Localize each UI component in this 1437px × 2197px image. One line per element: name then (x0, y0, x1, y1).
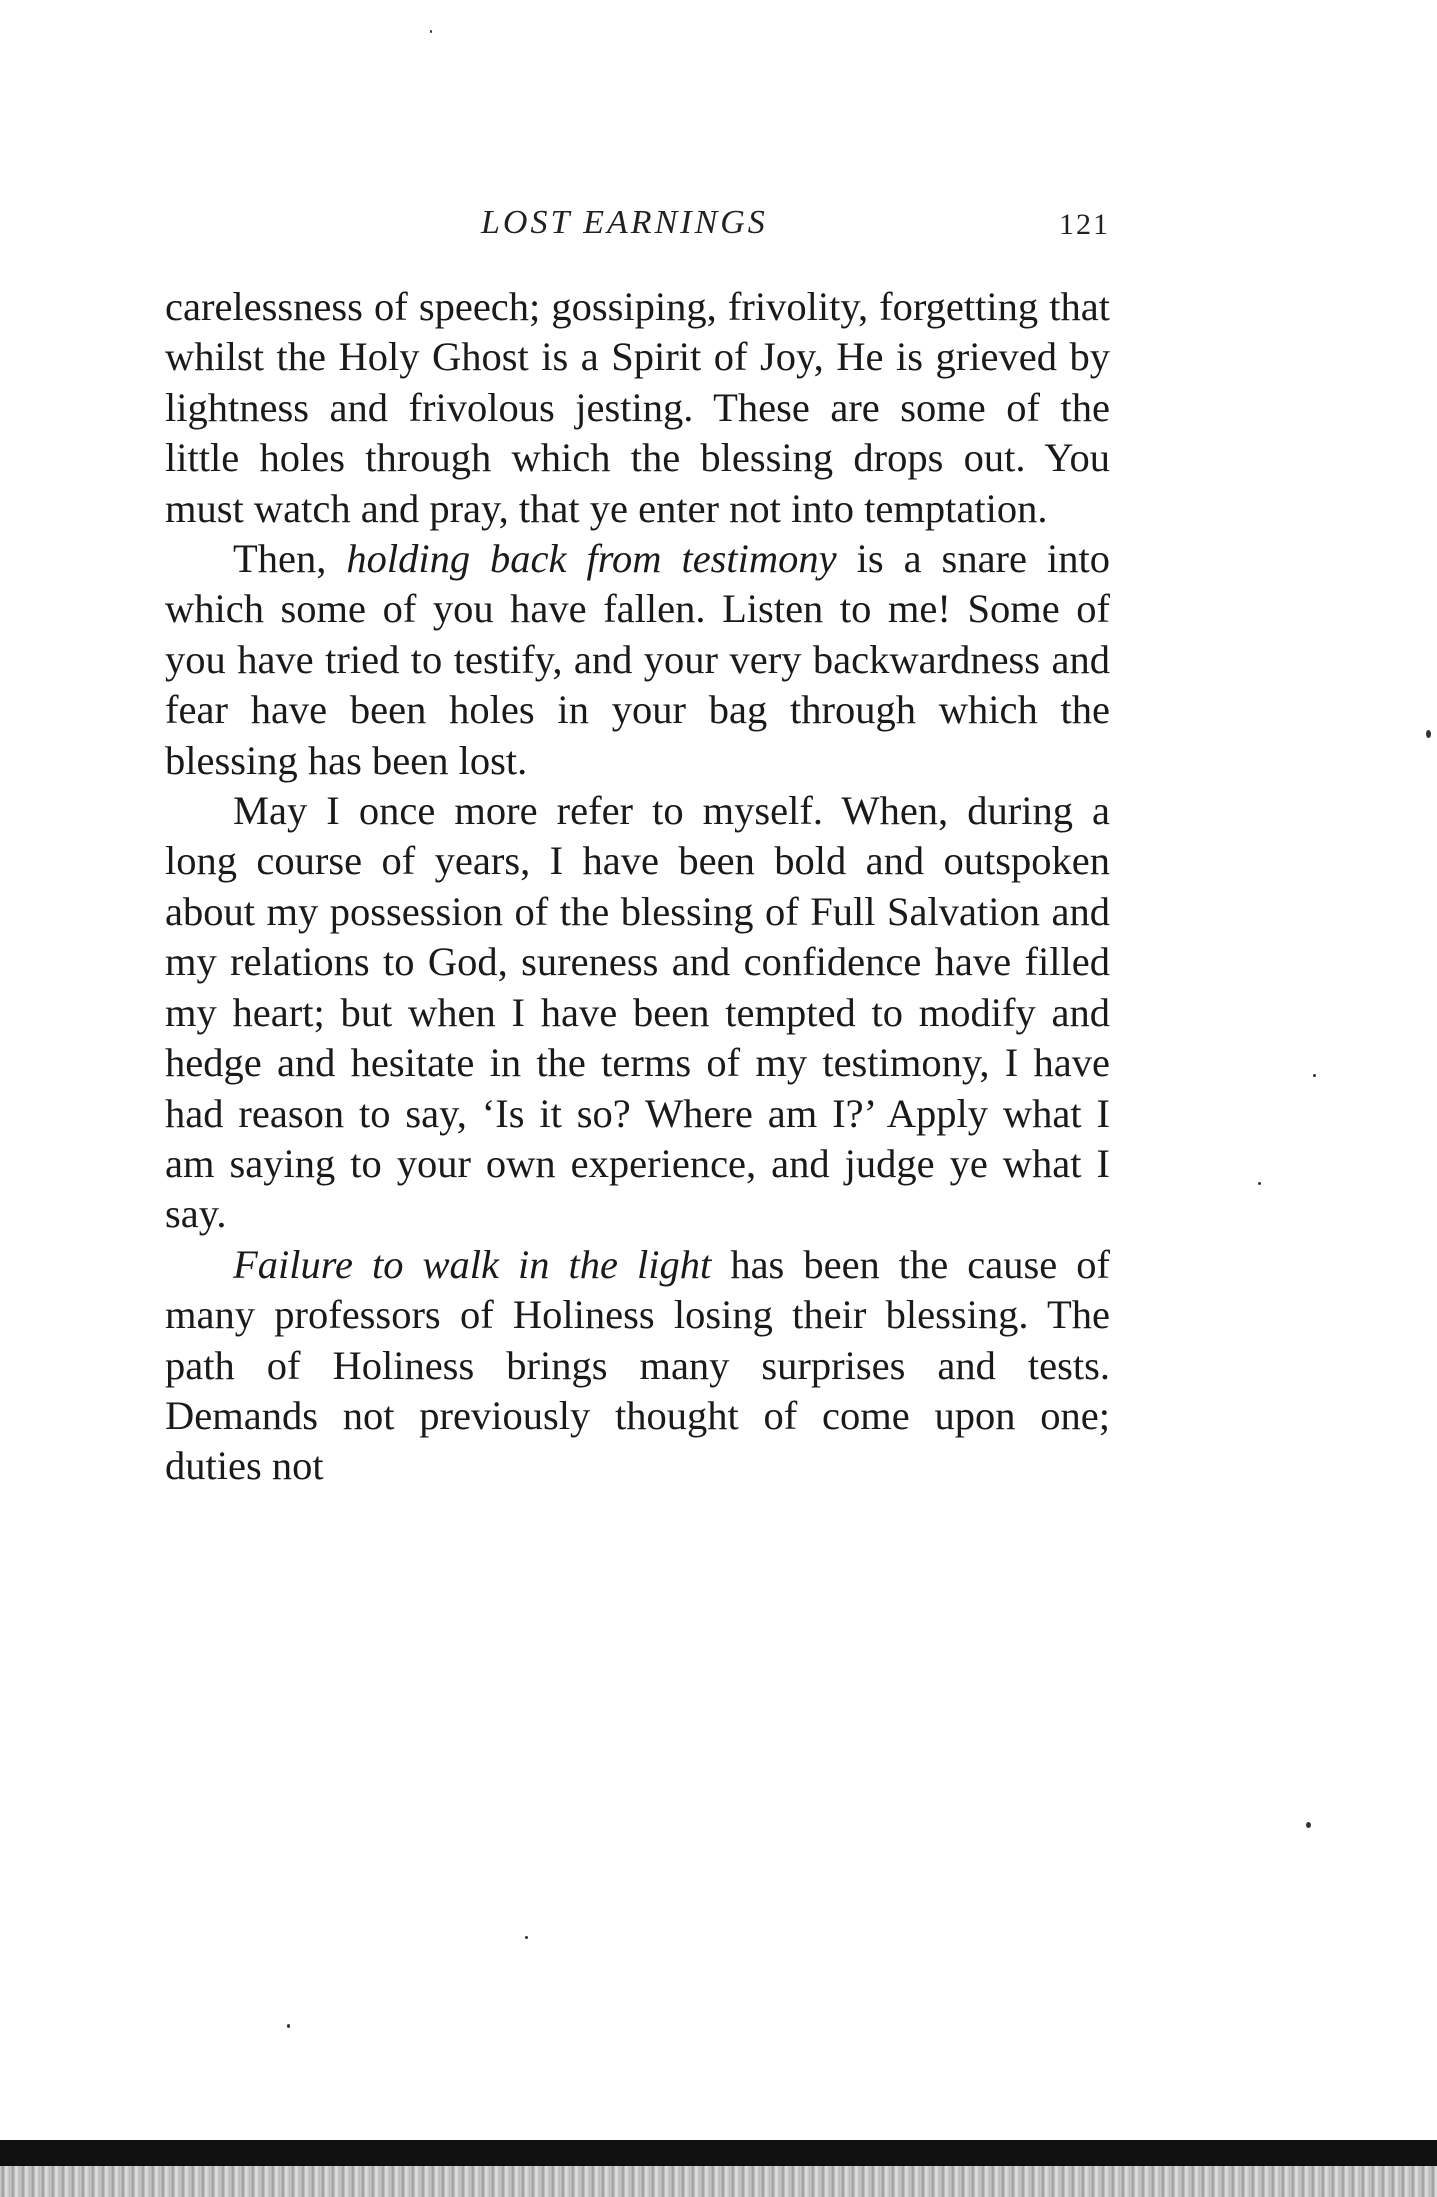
paragraph-2-lead: Then, (233, 536, 347, 582)
scan-speck (1306, 1822, 1311, 1828)
scan-speck (287, 2024, 290, 2028)
paragraph-1-text: carelessness of speech; gossiping, frivolity, forgetting that whilst the Holy Ghost is a Spirit of Joy, He is grieved by lightness and frivolous jesting. These are some of the little holes through which the blessing drops out. You must watch and pray, that ye enter not into temptation. (165, 284, 1110, 531)
running-title: LOST EARNINGS (481, 204, 768, 241)
scan-border-dark (0, 2140, 1437, 2166)
paragraph-4 (165, 1240, 1110, 1492)
paragraph-4-rest: has been the cause of many professors of Holiness losing their blessing. The path of Holiness brings many surprises and tests. Demands not previously thought of come upon one; duties not (165, 1241, 1110, 1489)
paragraph-1 (165, 282, 1110, 534)
page-number: 121 (1059, 208, 1110, 241)
running-head (165, 204, 1110, 254)
paragraph-3 (165, 786, 1110, 1240)
paragraph-2 (165, 534, 1110, 786)
scan-border-noise (0, 2166, 1437, 2197)
scan-speck (1313, 1074, 1316, 1077)
scan-speck (525, 1936, 528, 1939)
paragraph-4-emphasis: Failure to walk in the light (233, 1241, 712, 1287)
scan-speck (1258, 1182, 1261, 1185)
paragraph-2-rest: is a snare into which some of you have fallen. Listen to me! Some of you have tried to testify, and your very backwardness and fear have been holes in your bag through which the blessing has been lost. (165, 536, 1110, 783)
scan-speck (1426, 730, 1431, 738)
body-text (165, 282, 1110, 1492)
paragraph-2-emphasis: holding back from testimony (346, 536, 837, 582)
scan-speck (430, 30, 432, 33)
paragraph-3-text: May I once more refer to myself. When, during a long course of years, I have been bold and outspoken about my possession of the blessing of Full Salvation and my relations to God, sureness and confidence have filled my heart; but when I have been tempted to modify and hedge and hesitate in the terms of my testimony, I have had reason to say, ‘Is it so? Where am I?’ Apply what I am saying to your own experience, and judge ye what I say. (165, 788, 1110, 1237)
